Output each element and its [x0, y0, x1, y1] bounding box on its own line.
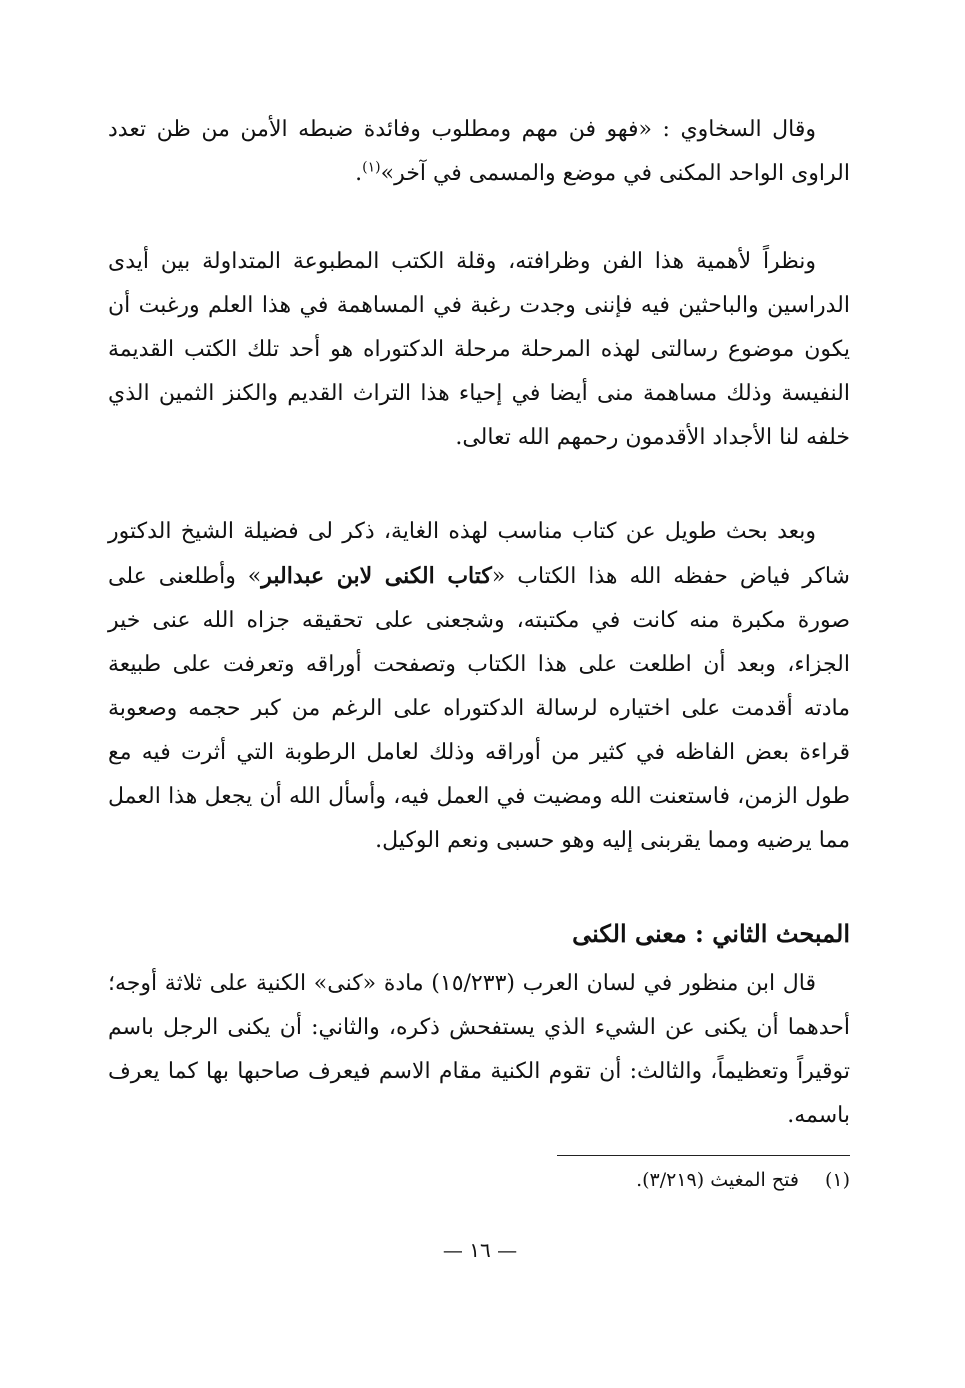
paragraph-text: قال ابن منظور في لسان العرب (١٥/٢٣٣) مادة «كنى» الكنية على ثلاثة أوجه؛ أحدهما أن يكنى عن الشيء الذي يستفحش ذكره، والثاني: أن يكنى الرجل باسم توقيراً وتعظيماً، والثالث: أن تقوم الكنية مقام الاسم فيعرف صاحبها بها كما يعرف باسمه.	[108, 971, 850, 1128]
footnote	[108, 1162, 850, 1198]
paragraph-book-selection	[108, 510, 850, 863]
paragraph-text: ونظراً لأهمية هذا الفن وظرافته، وقلة الكتب المطبوعة المتداولة بين أيدى الدراسين والباحثين فيه فإننى وجدت رغبة في المساهمة في هذا العلم ورغبت أن يكون موضوع رسالتى لهذه المرحلة مرحلة الدكتوراه هو أحد تلك الكتب القديمة النفيسة وذلك مساهمة منى أيضا في إحياء هذا التراث القديم والكنز الثمين الذي خلفه لنا الأجداد الأقدمون رحمهم الله تعالى.	[108, 249, 850, 450]
paragraph-importance	[108, 240, 850, 460]
paragraph-text-after: » وأطلعنى على صورة مكبرة منه كانت في مكتبته، وشجعنى على تحقيقه جزاه الله عنى خير الجزاء، وبعد أن اطلعت على هذا الكتاب وتصفحت أوراقه وتعرفت على طبيعة مادته أقدمت على اختياره لرسالة الدكتوراه على الرغم من كبر حجمه وصعوبة قراءة بعض الفاظه في كثير من أوراقه وذلك لعامل الرطوبة التي أثرت فيه مع طول الزمن، فاستعنت الله ومضيت في العمل فيه، وأسأل الله أن يجعل هذا العمل مما يرضيه ومما يقربنى إليه وهو حسبى ونعم الوكيل.	[108, 564, 850, 853]
paragraph-text-before: وبعد بحث طويل عن كتاب مناسب لهذه الغاية، ذكر لى فضيلة الشيخ الدكتور شاكر فياض حفظه الله هذا الكتاب «	[108, 519, 850, 589]
footnote-separator	[557, 1155, 850, 1156]
footnote-text: فتح المغيث (٣/٢١٩).	[636, 1169, 799, 1191]
section-heading: المبحث الثاني : معنى الكنى	[572, 919, 850, 948]
page-number: — ١٦ —	[442, 1238, 518, 1262]
paragraph-text: وقال السخاوي : «فهو فن مهم ومطلوب وفائدة ضبطه الأمن من ظن تعدد الراوى الواحد المكنى في موضع والمسمى في آخر»	[108, 117, 850, 186]
paragraph-end: .	[355, 161, 363, 186]
paragraph-kunya-definition	[108, 962, 850, 1138]
footnote-reference: (١)	[362, 159, 381, 176]
paragraph-sakhawi-quote	[108, 108, 850, 196]
footnote-marker: (١)	[824, 1169, 850, 1191]
book-title: كتاب الكنى لابن عبدالبر	[261, 563, 492, 589]
